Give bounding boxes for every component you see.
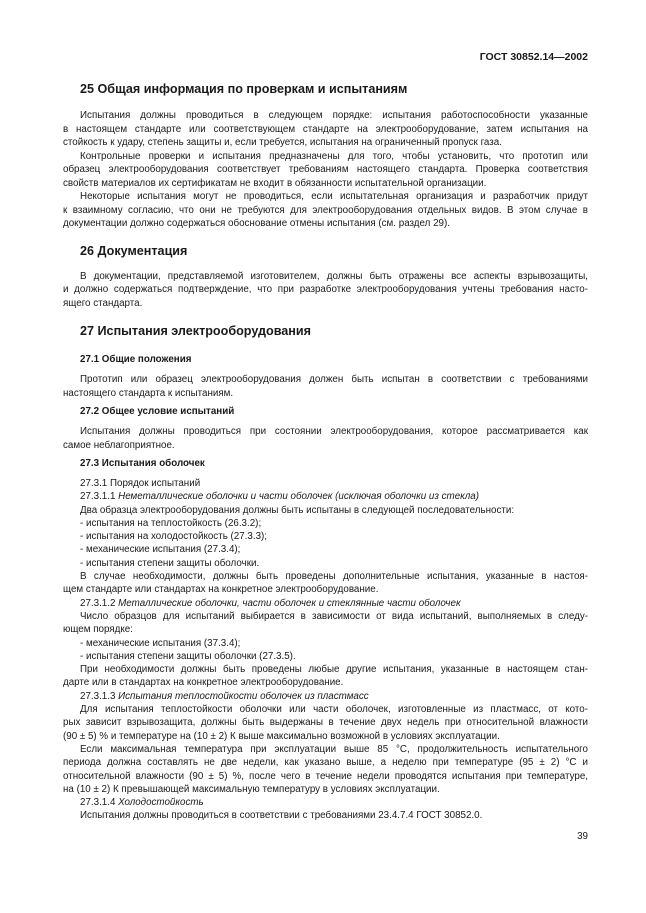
text-line-content: дарте или в стандартах на конкретное электрооборудование.: [63, 677, 344, 689]
text-line: [63, 136, 588, 150]
text-line-content: на (10 ± 2) К превышающей максимальную температуру в условиях эксплуатации.: [63, 783, 440, 795]
text-line: [63, 490, 588, 503]
section-25-heading: 25 Общая информация по проверкам и испытаниям: [80, 82, 408, 96]
text-line: [63, 570, 588, 583]
text-line: [63, 650, 588, 663]
text-line: [63, 373, 588, 387]
text-line: [63, 543, 588, 556]
text-line-content: При необходимости должны быть проведены любые другие испытания, указанные в настоящем стан-: [80, 664, 588, 676]
text-line: [63, 150, 588, 164]
text-line: [63, 623, 588, 636]
text-line-content: - механические испытания (27.3.4);: [80, 544, 241, 556]
text-line-content: 27.3.1.2: [80, 597, 119, 609]
section-27-2-heading: 27.2 Общее условие испытаний: [80, 406, 235, 417]
text-line: [63, 297, 588, 311]
text-line-content: в настоящем стандарте или соответствующем стандарте на электрооборудование, затем испытания на: [63, 123, 588, 135]
text-line-content: 27.3.1.3: [80, 690, 119, 702]
italic-subsection-title: Холодостойкость: [118, 797, 204, 809]
section-25-text: [63, 109, 588, 231]
text-line: [63, 177, 588, 191]
italic-subsection-title: Испытания теплостойкости оболочек из пластмасс: [118, 690, 369, 702]
text-line-content: 27.3.1.1: [80, 491, 119, 503]
text-line: [63, 477, 588, 490]
text-line-content: Испытания должны проводиться в соответствии с требованиями 23.4.7.4 ГОСТ 30852.0.: [80, 810, 483, 822]
text-line-content: ящего стандарта.: [63, 297, 143, 309]
text-line-content: ющем порядке:: [63, 624, 133, 636]
text-line: [63, 557, 588, 570]
text-line-content: рых зависит взрывозащита, должны быть выдержаны в течение двух недель при относительной влажности: [63, 717, 588, 729]
text-line-content: стойкость к удару, степень защиты и, если требуется, испытания на ограниченный пропуск газа.: [63, 137, 502, 148]
section-27-1-text: [63, 373, 588, 400]
text-line: [63, 770, 588, 783]
text-line-content: В документации, представляемой изготовителем, должны быть отражены все аспекты взрывозащиты,: [80, 270, 588, 282]
text-line-content: Для испытания теплостойкости оболочки или части оболочек, изготовленные из пластмасс, от кото-: [80, 704, 588, 716]
text-line-content: Испытания должны проводиться в следующем порядке: испытания работоспособности указанные: [80, 110, 588, 121]
text-line: [63, 425, 588, 439]
text-line: [63, 796, 588, 809]
text-line-content: - испытания степени защиты оболочки (27.3.5).: [80, 650, 296, 662]
text-line-content: периода должна составлять не две недели, как указано выше, а неделю при температуре (95 ± 2) °С и: [63, 757, 588, 769]
section-27-2-text: [63, 425, 588, 452]
text-line-content: - испытания степени защиты оболочки.: [80, 557, 260, 569]
text-line-content: к взаимному согласию, что они не требуются для электрооборудования отдельных видов. В этом случае в: [63, 204, 588, 216]
text-line-content: относительной влажности (90 ± 5) %, после чего в течение недели проводятся испытания при температуре,: [63, 770, 588, 782]
text-line: [63, 730, 588, 743]
text-line: [63, 637, 588, 650]
page-number: 39: [577, 830, 588, 842]
text-line-content: 27.3.1 Порядок испытаний: [80, 478, 201, 489]
text-line-content: Два образца электрооборудования должны быть испытаны в следующей последовательности:: [80, 504, 515, 516]
text-line: [63, 123, 588, 137]
text-line: [63, 109, 588, 123]
text-line: [63, 809, 588, 822]
text-line-content: Некоторые испытания могут не проводиться, если испытательная организация и разработчик придут: [80, 191, 588, 202]
text-line-content: В случае необходимости, должны быть проведены дополнительные испытания, указанные в настоя-: [80, 571, 588, 583]
text-line: [63, 217, 588, 231]
text-line-content: документации должно содержаться обоснование отмены испытания (см. раздел 29).: [63, 218, 450, 229]
text-line-content: Контрольные проверки и испытания предназначены для того, чтобы установить, что прототип или: [80, 150, 588, 162]
text-line: [63, 504, 588, 517]
text-line: [63, 756, 588, 769]
italic-subsection-title: Неметаллические оболочки и части оболочек (исключая оболочки из стекла): [118, 491, 480, 503]
text-line-content: - испытания на холодостойкость (27.3.3);: [80, 531, 268, 543]
text-line-content: щем стандарте или стандартах на конкретное электрооборудование.: [63, 584, 379, 596]
section-27-heading: 27 Испытания электрооборудования: [80, 324, 311, 338]
text-line-content: Если максимальная температура при эксплуатации выше 85 °С, продолжительность испытательного: [80, 743, 588, 755]
text-line-content: - механические испытания (37.3.4);: [80, 637, 241, 649]
section-27-3-text: [63, 477, 588, 823]
text-line: [63, 163, 588, 177]
text-line: [63, 270, 588, 284]
section-26-heading: 26 Документация: [80, 243, 188, 258]
text-line: [63, 530, 588, 543]
text-line: [63, 663, 588, 676]
text-line-content: (90 ± 5) % и температуре на (10 ± 2) К выше максимально возможной в условиях эксплуатации.: [63, 730, 500, 742]
italic-subsection-title: Металлические оболочки, части оболочек и стеклянные части оболочек: [118, 597, 461, 609]
section-27-3-heading: 27.3 Испытания оболочек: [80, 458, 205, 469]
text-line-content: и должно содержаться подтверждение, что при разработке электрооборудования учтены требования насто-: [63, 284, 588, 295]
text-line-content: свойств материалов их сертификатам не входит в обязанности испытательной организации.: [63, 177, 487, 189]
text-line-content: Прототип или образец электрооборудования должен быть испытан в соответствии с требованиями: [80, 374, 588, 385]
text-line: [63, 387, 588, 401]
document-header: ГОСТ 30852.14—2002: [479, 51, 588, 63]
text-line: [63, 690, 588, 703]
text-line: [63, 583, 588, 596]
text-line: [63, 716, 588, 729]
text-line-content: самое неблагоприятное.: [63, 439, 175, 451]
text-line: [63, 283, 588, 297]
text-line-content: - испытания на теплостойкость (26.3.2);: [80, 517, 262, 529]
document-page: [63, 50, 588, 844]
text-line: [63, 517, 588, 530]
text-line: [63, 703, 588, 716]
section-26-text: [63, 270, 588, 311]
text-line-content: образец электрооборудования соответствует требованиям настоящего стандарта. Проверка соответствия: [63, 164, 588, 175]
text-line: [63, 743, 588, 756]
text-line: [63, 610, 588, 623]
text-line: [63, 783, 588, 796]
text-line: [63, 597, 588, 610]
text-line: [63, 190, 588, 204]
text-line: [63, 204, 588, 218]
section-27-1-heading: 27.1 Общие положения: [80, 354, 192, 365]
text-line: [63, 439, 588, 453]
text-line: [63, 676, 588, 689]
text-line-content: Число образцов для испытаний выбирается в зависимости от вида испытаний, выполняемых в следу-: [80, 610, 588, 622]
text-line-content: Испытания должны проводиться при состоянии электрооборудования, которое рассматривается как: [80, 426, 588, 437]
text-line-content: 27.3.1.4: [80, 797, 119, 809]
text-line-content: настоящего стандарта к испытаниям.: [63, 387, 234, 399]
